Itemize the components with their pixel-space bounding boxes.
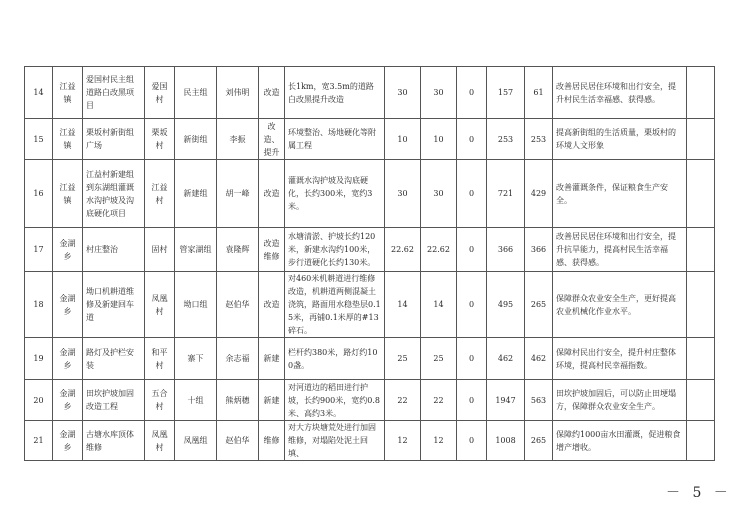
type-cell: 新建 [259,380,285,421]
households-cell: 157 [487,67,525,119]
village-cell: 爱国村 [145,67,175,119]
fund-cell: 10 [421,119,457,160]
fund-cell: 12 [421,421,457,461]
row-number: 18 [25,272,53,338]
self-funded-cell: 0 [457,338,487,380]
project-name-cell: 坳口机耕道维修及新建回车道 [83,272,145,338]
beneficiaries-cell: 462 [525,338,553,380]
town-cell: 江益镇 [53,160,83,228]
households-cell: 253 [487,119,525,160]
fund-cell: 14 [421,272,457,338]
person-cell: 余志福 [217,338,259,380]
beneficiaries-cell: 429 [525,160,553,228]
remark-cell [687,119,715,160]
project-name-cell: 栗坂村新街组广场 [83,119,145,160]
row-number: 17 [25,228,53,272]
row-number: 14 [25,67,53,119]
person-cell: 刘伟明 [217,67,259,119]
self-funded-cell: 0 [457,67,487,119]
benefit-cell: 改善居民居住环境和出行安全，提升抗旱能力，提高村民生活幸福感、获得感。 [553,228,687,272]
content-cell: 对大方块塘荒处进行加固维修，对塌陷处泥土回填、 [285,421,385,461]
type-cell: 改造 [259,160,285,228]
person-cell: 赵伯华 [217,272,259,338]
type-cell: 改造、提升 [259,119,285,160]
benefit-cell: 田坎护坡加固后，可以防止田埂塌方，保障群众农业安全生产。 [553,380,687,421]
self-funded-cell: 0 [457,380,487,421]
project-name-cell: 江益村新建组到东湖组灌溉水沟护坡及沟底硬化项目 [83,160,145,228]
row-number: 15 [25,119,53,160]
fund-cell: 30 [421,67,457,119]
village-cell: 凤凰村 [145,421,175,461]
remark-cell [687,380,715,421]
type-cell: 维修 [259,421,285,461]
remark-cell [687,421,715,461]
group-cell: 寨下 [175,338,217,380]
beneficiaries-cell: 265 [525,421,553,461]
table-row [25,380,715,421]
village-cell: 栗坂村 [145,119,175,160]
households-cell: 462 [487,338,525,380]
content-cell: 环境整治、场地硬化等附属工程 [285,119,385,160]
table-row [25,119,715,160]
town-cell: 江益镇 [53,67,83,119]
town-cell: 金湖乡 [53,338,83,380]
type-cell: 改造 [259,272,285,338]
village-cell: 固村 [145,228,175,272]
group-cell: 十组 [175,380,217,421]
self-funded-cell: 0 [457,119,487,160]
project-table [24,66,715,461]
households-cell: 366 [487,228,525,272]
self-funded-cell: 0 [457,272,487,338]
benefit-cell: 改善居民居住环境和出行安全，提升村民生活幸福感、获得感。 [553,67,687,119]
table-row [25,228,715,272]
total-investment-cell: 22 [385,380,421,421]
project-name-cell: 路灯及护栏安装 [83,338,145,380]
content-cell: 对460米机耕道进行维修改造，机耕道两侧混凝土浇筑，路面用水稳垫层0.15米，再铺0.1米厚的#13碎石。 [285,272,385,338]
row-number: 20 [25,380,53,421]
group-cell: 民主组 [175,67,217,119]
town-cell: 金湖乡 [53,380,83,421]
remark-cell [687,160,715,228]
town-cell: 金湖乡 [53,228,83,272]
remark-cell [687,338,715,380]
table-body [25,67,715,461]
remark-cell [687,228,715,272]
row-number: 16 [25,160,53,228]
village-cell: 江益村 [145,160,175,228]
row-number: 21 [25,421,53,461]
fund-cell: 25 [421,338,457,380]
self-funded-cell: 0 [457,160,487,228]
person-cell: 赵伯华 [217,421,259,461]
content-cell: 对河道边的稻田进行护坡，长约900米，宽约0.8米、高约3米。 [285,380,385,421]
project-name-cell: 田坎护坡加固改造工程 [83,380,145,421]
content-cell: 水塘清淤、护坡长约120米，新建水沟约100米，步行道硬化长约130米。 [285,228,385,272]
fund-cell: 22 [421,380,457,421]
type-cell: 新建 [259,338,285,380]
total-investment-cell: 22.62 [385,228,421,272]
table-row [25,67,715,119]
beneficiaries-cell: 366 [525,228,553,272]
benefit-cell: 改善灌溉条件，保证粮食生产安全。 [553,160,687,228]
group-cell: 管家湖组 [175,228,217,272]
town-cell: 江益镇 [53,119,83,160]
type-cell: 改造维修 [259,228,285,272]
type-cell: 改造 [259,67,285,119]
project-name-cell: 村庄整治 [83,228,145,272]
table-row [25,272,715,338]
project-name-cell: 古塘水库顶体维修 [83,421,145,461]
households-cell: 495 [487,272,525,338]
person-cell: 熊炳穗 [217,380,259,421]
table-row [25,160,715,228]
project-name-cell: 爱国村民主组道路白改黑项目 [83,67,145,119]
content-cell: 灌溉水沟护坡及沟底硬化，长约300米，宽约3米。 [285,160,385,228]
page-number: － 5 － [666,485,732,501]
row-number: 19 [25,338,53,380]
beneficiaries-cell: 61 [525,67,553,119]
village-cell: 和平村 [145,338,175,380]
beneficiaries-cell: 265 [525,272,553,338]
households-cell: 1008 [487,421,525,461]
benefit-cell: 提高新街组的生活质量，栗坂村的环境人文形象 [553,119,687,160]
town-cell: 金湖乡 [53,421,83,461]
total-investment-cell: 14 [385,272,421,338]
total-investment-cell: 30 [385,67,421,119]
content-cell: 栏杆约380米，路灯约100盏。 [285,338,385,380]
beneficiaries-cell: 253 [525,119,553,160]
households-cell: 1947 [487,380,525,421]
total-investment-cell: 12 [385,421,421,461]
table-row [25,421,715,461]
village-cell: 凤凰村 [145,272,175,338]
total-investment-cell: 30 [385,160,421,228]
group-cell: 坳口组 [175,272,217,338]
content-cell: 长1km，宽3.5m的道路白改黑提升改造 [285,67,385,119]
town-cell: 金湖乡 [53,272,83,338]
benefit-cell: 保障村民出行安全，提升村庄整体环境，提高村民幸福指数。 [553,338,687,380]
beneficiaries-cell: 563 [525,380,553,421]
self-funded-cell: 0 [457,421,487,461]
person-cell: 胡一峰 [217,160,259,228]
total-investment-cell: 25 [385,338,421,380]
village-cell: 五合村 [145,380,175,421]
fund-cell: 22.62 [421,228,457,272]
self-funded-cell: 0 [457,228,487,272]
benefit-cell: 保障群众农业安全生产，更好提高农业机械化作业水平。 [553,272,687,338]
benefit-cell: 保障约1000亩水田灌溉，促进粮食增产增收。 [553,421,687,461]
households-cell: 721 [487,160,525,228]
group-cell: 新建组 [175,160,217,228]
fund-cell: 30 [421,160,457,228]
table-row [25,338,715,380]
remark-cell [687,67,715,119]
group-cell: 新街组 [175,119,217,160]
total-investment-cell: 10 [385,119,421,160]
person-cell: 李振 [217,119,259,160]
remark-cell [687,272,715,338]
person-cell: 袁隆辉 [217,228,259,272]
group-cell: 凤凰组 [175,421,217,461]
